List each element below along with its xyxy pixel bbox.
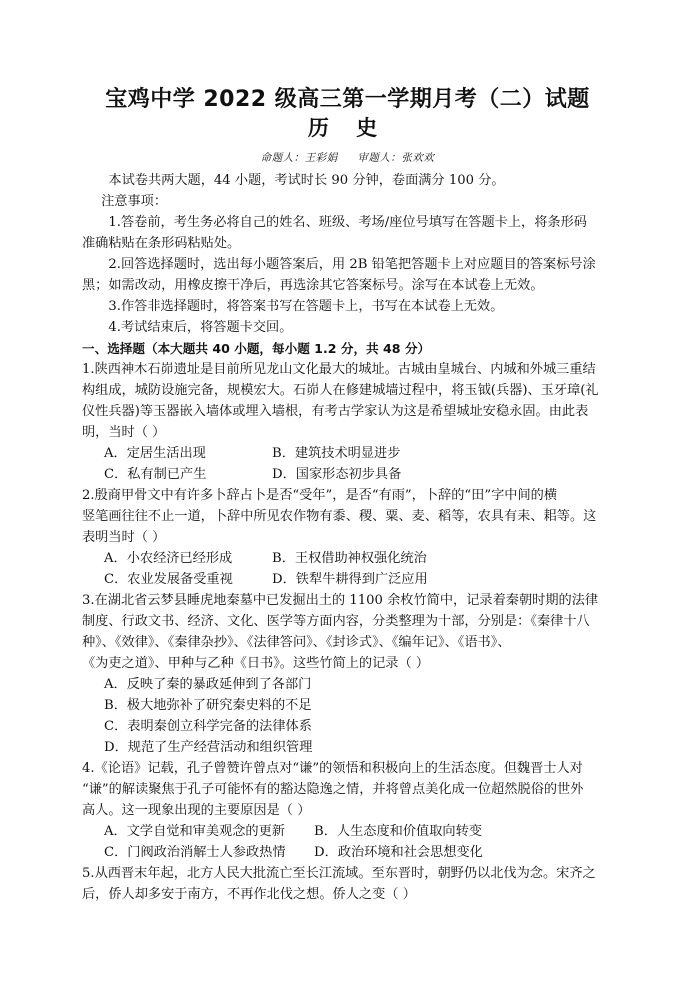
question-line: 5.从西晋末年起，北方人民大批流亡至长江流域。至东晋时，朝野仍以北伐为念。宋齐之 [82,866,596,881]
question-line: 高人。这一现象出现的主要原因是（ ） [82,803,311,818]
option-d[interactable]: D．国家形态初步具备 [272,467,402,482]
option-b[interactable]: B．王权借助神权强化统治 [272,551,427,566]
notice-3: 3.作答非选择题时，将答案书写在答题卡上，书写在本试卷上无效。 [108,299,504,314]
option-row [82,464,658,485]
question-line: 仪性兵器)等玉器嵌入墙体或埋入墙根，有考古学家认为这是希望城址安稳永固。由此表 [82,404,589,419]
option-row [82,443,658,464]
question-line: 后，侨人却多安于南方，不再作北伐之想。侨人之变（ ） [82,887,416,902]
notice-title: 注意事项： [101,194,168,209]
option-row [82,569,658,590]
intro-line: 本试卷共两大题，44 小题，考试时长 90 分钟，卷面满分 100 分。 [108,173,505,188]
question-line: 种》、《效律》、《秦律杂抄》、《法律答问》、《封诊式》、《编年记》、《语书》、 [82,635,511,650]
option-b[interactable]: B．极大地弥补了研究秦史料的不足 [104,698,312,713]
question-line: 3.在湖北省云梦县睡虎地秦墓中已发掘出土的 1100 余枚竹简中，记录着秦朝时期的法律 [82,593,599,608]
option-row [82,821,658,842]
option-c[interactable]: C．私有制已产生 [104,467,207,482]
option-d[interactable]: D．铁犁牛耕得到广泛应用 [272,572,428,587]
option-a[interactable]: A．小农经济已经形成 [104,551,233,566]
question-line: 2.殷商甲骨文中有许多卜辞占卜是否“受年”，是否“有雨”，卜辞的“田”字中间的横 [82,488,558,503]
option-row [82,842,658,863]
option-row [82,548,658,569]
question-reviewer: 审题人：张欢欢 [357,152,435,164]
question-setter: 命题人：王彩娟 [260,152,338,164]
question-line: 1.陕西神木石峁遗址是目前所见龙山文化最大的城址。古城由皇城台、内城和外城三重结 [82,362,596,377]
notice-2a: 2.回答选择题时，选出每小题答案后，用 2B 铅笔把答题卡上对应题目的答案标号涂 [108,257,596,272]
question-line: 4.《论语》记载，孔子曾赞许曾点对“谦”的领悟和积极向上的生活态度。但魏晋士人对 [82,761,583,776]
option-b[interactable]: B．建筑技术明显进步 [272,446,401,461]
question-line: 明，当时（ ） [82,425,166,440]
exam-subject: 历 史 [307,116,388,140]
option-c[interactable]: C．门阀政治消解士人参政热情 [104,845,286,860]
exam-body [82,170,658,905]
option-c[interactable]: C．表明秦创立科学完备的法律体系 [104,719,312,734]
question-line: 构组成，城防设施完备，规模宏大。石峁人在修建城墙过程中，将玉钺(兵器)、玉牙璋(礼 [82,383,599,398]
question-line: 竖笔画往往不止一道，卜辞中所见农作物有黍、稷、粟、麦、稻等，农具有耒、耜等。这 [82,509,597,524]
option-c[interactable]: C．农业发展备受重视 [104,572,233,587]
exam-title: 宝鸡中学 2022 级高三第一学期月考（二）试题 [105,87,590,112]
section-heading: 一、选择题（本大题共 40 小题，每小题 1.2 分，共 48 分） [82,341,431,356]
notice-4: 4.考试结束后，将答题卡交回。 [108,320,293,335]
question-line: 表明当时（ ） [82,530,166,545]
option-a[interactable]: A．定居生活出现 [104,446,206,461]
option-a[interactable]: A．文学自觉和审美观念的更新 [104,824,285,839]
option-d[interactable]: D．政治环境和社会思想变化 [314,845,483,860]
option-b[interactable]: B．人生态度和价值取向转变 [314,824,482,839]
notice-1b: 准确粘贴在条形码粘贴处。 [82,236,241,251]
option-a[interactable]: A．反映了秦的暴政延伸到了各部门 [104,677,312,692]
question-line: 制度、行政文书、经济、文化、医学等方面内容，分类整理为十部，分别是：《秦律十八 [82,614,590,629]
question-line: 《为吏之道》、甲种与乙种《日书》。这些竹简上的记录（ ） [82,656,430,671]
exam-authors [0,150,695,165]
notice-1a: 1.答卷前，考生务必将自己的姓名、班级、考场/座位号填写在答题卡上，将条形码 [108,215,587,230]
notice-2b: 黑；如需改动，用橡皮擦干净后，再选涂其它答案标号。涂写在本试卷上无效。 [82,278,544,293]
option-d[interactable]: D．规范了生产经营活动和组织管理 [104,740,313,755]
question-line: “谦”的解读聚焦于孔子可能怀有的豁达隐逸之情，并将曾点美化成一位超然脱俗的世外 [82,782,584,797]
